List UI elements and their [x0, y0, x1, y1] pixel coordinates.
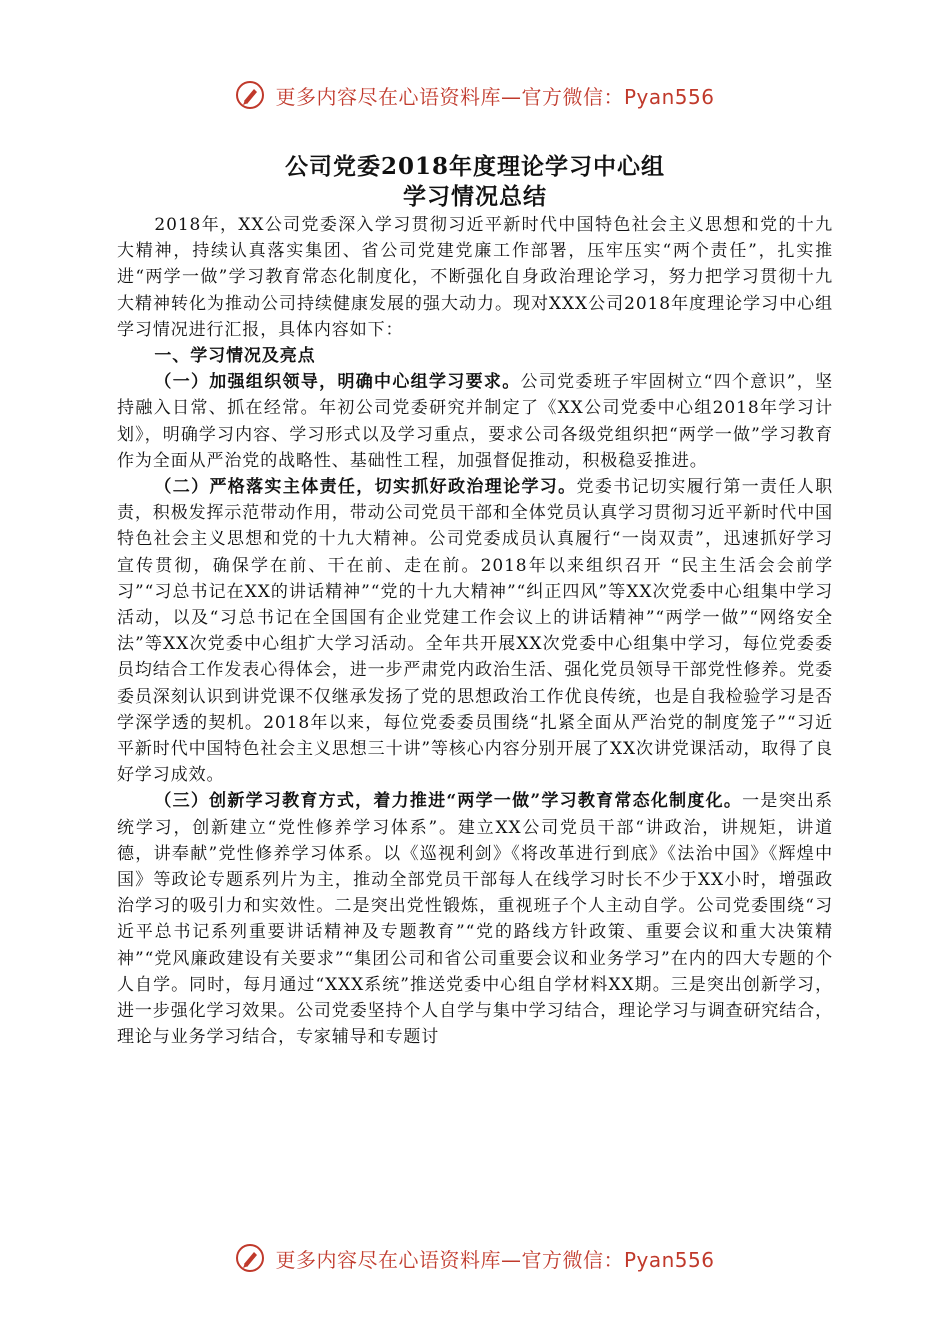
pen-logo-icon	[235, 80, 265, 110]
paragraph-2-body: 党委书记切实履行第一责任人职责，积极发挥示范带动作用，带动公司党员干部和全体党员认真学习贯彻习近平新时代中国特色社会主义思想和党的十九大精神。公司党委成员认真履行“一岗双责”，迅速抓好学习宣传贯彻，确保学在前、干在前、走在前。2018年以来组织召开 “民主生活会会前学习”“习总书记在XX的讲话精神”“党的十九大精神”“纠正四风”等XX次党委中心组集中学习活动，以及“习总书记在全国国有企业党建工作会议上的讲话精神”“两学一做”“网络安全法”等XX次党委中心组扩大学习活动。全年共开展XX次党委中心组集中学习，每位党委委员均结合工作发表心得体会，进一步严肃党内政治生活、强化党员领导干部党性修养。党委委员深刻认识到讲党课不仅继承发扬了党的思想政治工作优良传统，也是自我检验学习是否学深学透的契机。2018年以来，每位党委委员围绕“扎紧全面从严治党的制度笼子”“习近平新时代中国特色社会主义思想三十讲”等核心内容分别开展了XX次讲党课活动，取得了良好学习成效。	[117, 477, 834, 786]
document-body	[117, 152, 833, 1051]
paragraph-2	[117, 474, 833, 788]
header-watermark-banner	[0, 75, 950, 115]
paragraph-1-body: 公司党委班子牢固树立“四个意识”，坚持融入日常、抓在经常。年初公司党委研究并制定了《XX公司党委中心组2018年学习计划》，明确学习内容、学习形式以及学习重点，要求公司各级党组织把“两学一做”学习教育作为全面从严治党的战略性、基础性工程，加强督促推动，积极稳妥推进。	[117, 372, 833, 471]
banner-text: 更多内容尽在心语资料库—官方微信：Pyan556	[275, 84, 715, 109]
paragraph-1	[117, 369, 833, 474]
paragraph-3-body: 一是突出系统学习，创新建立“党性修养学习体系”。建立XX公司党员干部“讲政治，讲规矩，讲道德，讲奉献”党性修养学习体系。以《巡视利剑》《将改革进行到底》《法治中国》《辉煌中国》等政论专题系列片为主，推动全部党员干部每人在线学习时长不少于XX小时，增强政治学习的吸引力和实效性。二是突出党性锻炼，重视班子个人主动自学。公司党委围绕“习近平总书记系列重要讲话精神及专题教育”“党的路线方针政策、重要会议和重大决策精神”“党风廉政建设有关要求”“集团公司和省公司重要会议和业务学习”在内的四大专题的个人自学。同时，每月通过“XXX系统”推送党委中心组自学材料XX期。三是突出创新学习，进一步强化学习效果。公司党委坚持个人自学与集中学习结合，理论学习与调查研究结合，理论与业务学习结合，专家辅导和专题讨	[117, 791, 833, 1048]
paragraph-2-lead: （二）严格落实主体责任，切实抓好政治理论学习。	[154, 477, 577, 498]
paragraph-3-lead: （三）创新学习教育方式，着力推进“两学一做”学习教育常态化制度化。	[154, 791, 743, 812]
banner-text: 更多内容尽在心语资料库—官方微信：Pyan556	[275, 1247, 715, 1272]
title-line-2: 学习情况总结	[403, 183, 547, 210]
paragraph-1-lead: （一）加强组织领导，明确中心组学习要求。	[154, 372, 521, 393]
paragraph-3	[117, 788, 833, 1050]
footer-watermark-banner	[0, 1238, 950, 1278]
document-title	[117, 152, 833, 212]
section-heading: 一、学习情况及亮点	[154, 346, 316, 367]
intro-paragraph: 2018年，XX公司党委深入学习贯彻习近平新时代中国特色社会主义思想和党的十九大精神，持续认真落实集团、省公司党建党廉工作部署，压牢压实“两个责任”，扎实推进“两学一做”学习教育常态化制度化，不断强化自身政治理论学习，努力把学习贯彻十九大精神转化为推动公司持续健康发展的强大动力。现对XXX公司2018年度理论学习中心组学习情况进行汇报，具体内容如下：	[117, 215, 833, 340]
title-line-1: 公司党委2018年度理论学习中心组	[284, 153, 665, 180]
pen-logo-icon	[235, 1243, 265, 1273]
